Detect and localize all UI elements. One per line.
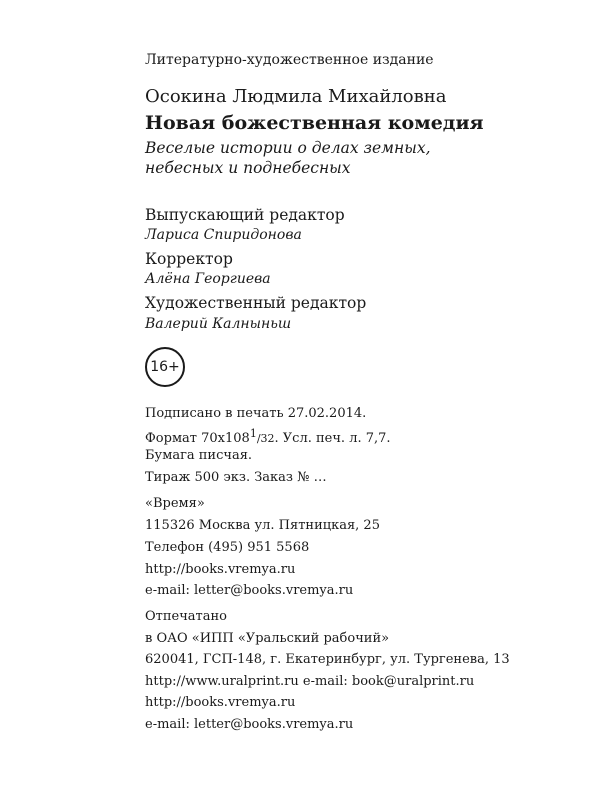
publisher-name: «Время» [145, 496, 205, 511]
printer-name: в ОАО «ИПП «Уральский рабочий» [145, 631, 390, 646]
publisher-address: 115326 Москва ул. Пятницкая, 25 [145, 518, 380, 533]
print-run: Тираж 500 экз. Заказ № … [145, 470, 327, 485]
format-prefix: Формат 70х108 [145, 431, 250, 446]
signed-date: Подписано в печать 27.02.2014. [145, 406, 367, 421]
format-suffix: . Усл. печ. л. 7,7. [274, 431, 391, 446]
author-name: Осокина Людмила Михайловна [145, 86, 447, 107]
credit-name: Алёна Георгиева [145, 271, 271, 287]
printer-url: http://books.vremya.ru [145, 695, 296, 710]
credit-name: Валерий Калныньш [145, 316, 292, 332]
age-rating-badge [145, 347, 185, 387]
format-fraction [249, 427, 275, 445]
publisher-url: http://books.vremya.ru [145, 562, 296, 577]
printer-email: e-mail: letter@books.vremya.ru [145, 717, 354, 732]
credit-role: Художественный редактор [145, 294, 367, 312]
printer-contacts: http://www.uralprint.ru e-mail: book@uralprint.ru [145, 674, 475, 689]
credit-name: Лариса Спиридонова [145, 227, 302, 243]
age-rating-label: 16+ [150, 359, 180, 375]
credit-role: Выпускающий редактор [145, 206, 345, 224]
book-title: Новая божественная комедия [145, 112, 484, 134]
subtitle-line-1: Веселые истории о делах земных, [145, 139, 431, 157]
paper-type: Бумага писчая. [145, 448, 253, 463]
publisher-phone: Телефон (495) 951 5568 [145, 540, 310, 555]
subtitle-line-2: небесных и поднебесных [145, 159, 351, 177]
credit-role: Корректор [145, 250, 233, 268]
genre-label: Литературно-художественное издание [145, 52, 434, 68]
printer-address: 620041, ГСП-148, г. Екатеринбург, ул. Тургенева, 13 [145, 652, 510, 667]
format-denominator: /32 [256, 432, 275, 445]
printer-heading: Отпечатано [145, 609, 227, 624]
format-line [145, 427, 391, 446]
publisher-email: e-mail: letter@books.vremya.ru [145, 583, 354, 598]
format-numerator: 1 [249, 427, 257, 440]
